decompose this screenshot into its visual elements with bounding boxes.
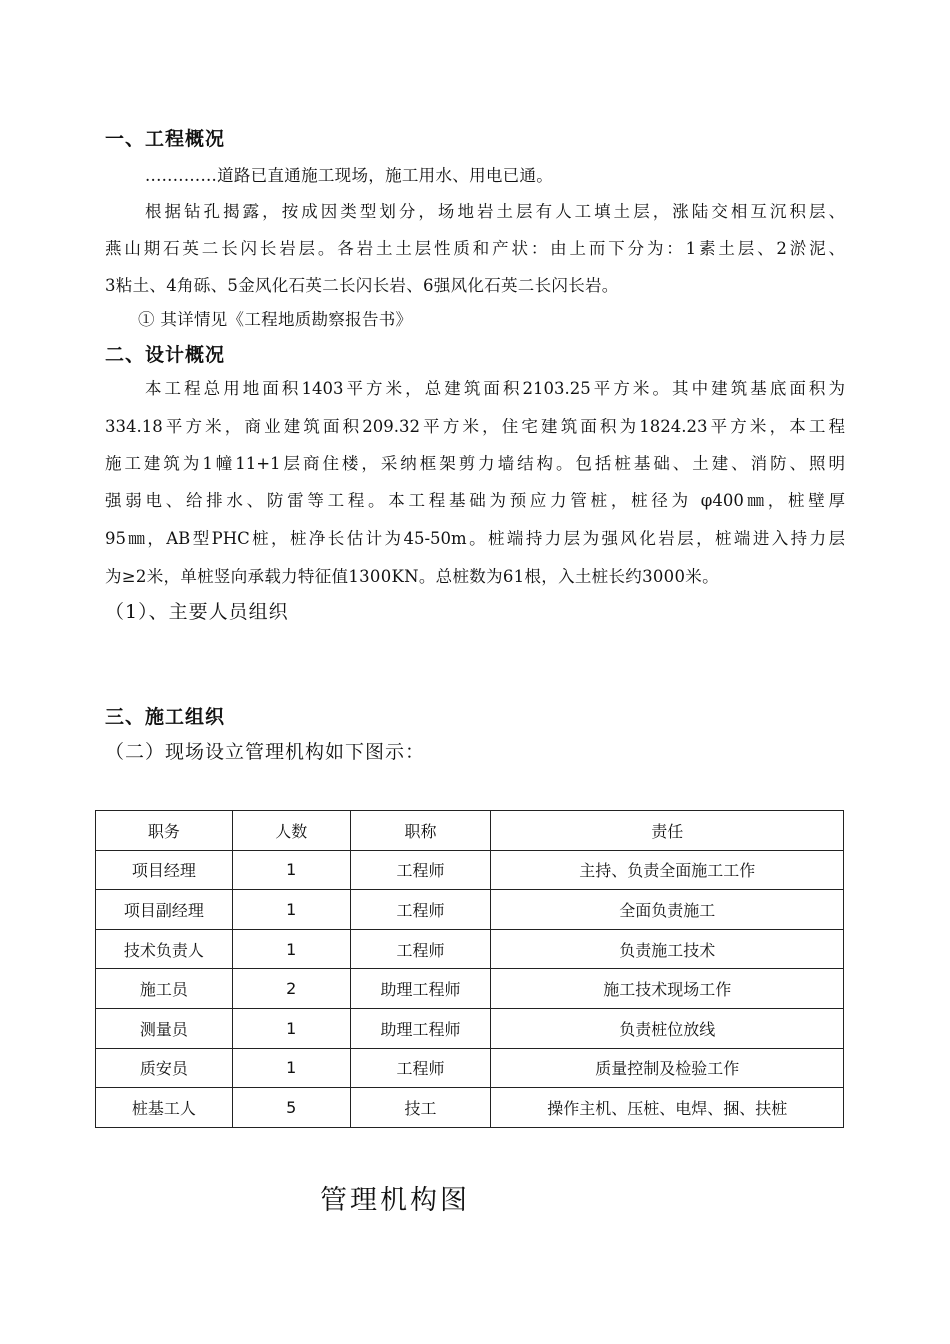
section1-heading: 一、工程概况: [105, 128, 226, 150]
cell-count: 1: [232, 850, 350, 890]
section2-para-line5: 95㎜，AB型PHC桩，桩净长估计为45-50m。桩端持力层为强风化岩层，桩端进入持力层: [105, 529, 845, 548]
diagram-caption: 管理机构图: [320, 1185, 470, 1216]
section1-para-line3: 3粘土、4角砾、5金风化石英二长闪长岩、6强风化石英二长闪长岩。: [105, 276, 619, 295]
cell-responsibility: 全面负责施工: [491, 890, 844, 930]
section1-para-line1: 根据钻孔揭露，按成因类型划分，场地岩土层有人工填土层，涨陆交相互沉积层、: [145, 202, 845, 221]
table-row: [96, 1048, 844, 1088]
cell-title: 工程师: [350, 1048, 491, 1088]
cell-count: 1: [232, 929, 350, 969]
section1-para-line2: 燕山期石英二长闪长岩层。各岩土土层性质和产状：由上而下分为：1素土层、2淤泥、: [105, 239, 845, 258]
cell-count: 1: [232, 1048, 350, 1088]
cell-count: 1: [232, 1008, 350, 1048]
cell-responsibility: 主持、负责全面施工工作: [491, 850, 844, 890]
cell-position: 测量员: [96, 1008, 233, 1048]
cell-position: 项目副经理: [96, 890, 233, 930]
cell-position: 技术负责人: [96, 929, 233, 969]
section1-note: ① 其详情见《工程地质勘察报告书》: [138, 310, 413, 329]
section2-heading: 二、设计概况: [105, 344, 226, 366]
section2-para-line6: 为≥2米，单桩竖向承载力特征值1300KN。总桩数为61根，入土桩长约3000米。: [105, 567, 719, 586]
table-row: [96, 969, 844, 1009]
section1-line1: .............道路已直通施工现场，施工用水、用电已通。: [145, 166, 554, 185]
cell-position: 质安员: [96, 1048, 233, 1088]
header-title: 职称: [350, 811, 491, 851]
table-row: [96, 850, 844, 890]
cell-count: 1: [232, 890, 350, 930]
cell-title: 助理工程师: [350, 969, 491, 1009]
section2-para-line3: 施工建筑为1幢11+1层商住楼，采纳框架剪力墙结构。包括桩基础、土建、消防、照明: [105, 454, 845, 473]
table-row: [96, 1088, 844, 1128]
cell-responsibility: 操作主机、压桩、电焊、捆、扶桩: [491, 1088, 844, 1128]
cell-title: 技工: [350, 1088, 491, 1128]
table-row: [96, 1008, 844, 1048]
table-row: [96, 890, 844, 930]
header-position: 职务: [96, 811, 233, 851]
header-responsibility: 责任: [491, 811, 844, 851]
section2-subheading: （1）、主要人员组织: [105, 601, 289, 623]
cell-title: 助理工程师: [350, 1008, 491, 1048]
section2-para-line4: 强弱电、给排水、防雷等工程。本工程基础为预应力管桩，桩径为 φ400㎜，桩壁厚: [105, 491, 845, 510]
section2-para-line1: 本工程总用地面积1403平方米，总建筑面积2103.25平方米。其中建筑基底面积为: [145, 379, 845, 398]
cell-position: 项目经理: [96, 850, 233, 890]
section3-heading: 三、施工组织: [105, 706, 226, 728]
personnel-table: [95, 810, 844, 1128]
cell-position: 施工员: [96, 969, 233, 1009]
cell-responsibility: 负责施工技术: [491, 929, 844, 969]
cell-title: 工程师: [350, 850, 491, 890]
header-count: 人数: [232, 811, 350, 851]
cell-title: 工程师: [350, 929, 491, 969]
cell-count: 2: [232, 969, 350, 1009]
cell-responsibility: 质量控制及检验工作: [491, 1048, 844, 1088]
table-row: [96, 929, 844, 969]
cell-position: 桩基工人: [96, 1088, 233, 1128]
table-header-row: [96, 811, 844, 851]
cell-count: 5: [232, 1088, 350, 1128]
section3-subheading: （二）现场设立管理机构如下图示：: [105, 741, 426, 763]
cell-responsibility: 负责桩位放线: [491, 1008, 844, 1048]
cell-responsibility: 施工技术现场工作: [491, 969, 844, 1009]
cell-title: 工程师: [350, 890, 491, 930]
section2-para-line2: 334.18平方米，商业建筑面积209.32平方米，住宅建筑面积为1824.23平方米，本工程: [105, 417, 845, 436]
